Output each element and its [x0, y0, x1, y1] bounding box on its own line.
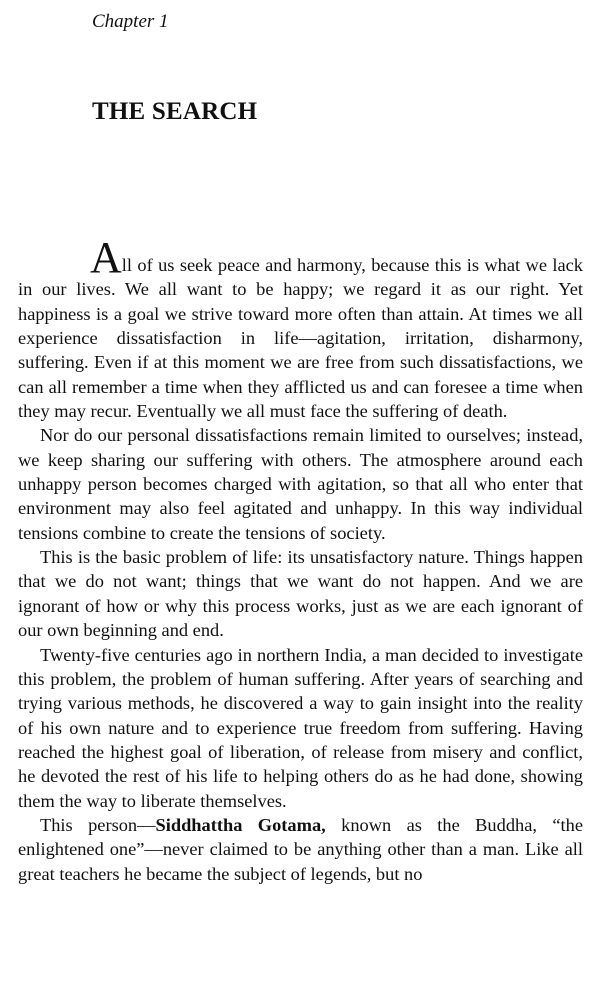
paragraph-1: [18, 233, 583, 423]
person-name: Siddhattha Gotama,: [155, 814, 326, 835]
paragraph-2: Nor do our personal dissatisfactions remain limited to ourselves; instead, we keep sharing our suffering with others. The atmosphere around each unhappy person becomes charged with agitation, so that all who enter that environment may also feel agitated and unhappy. In this way individual tensions combine to create the tensions of society.: [18, 425, 583, 543]
paragraph-4: Twenty-five centuries ago in northern India, a man decided to investigate this problem, the problem of human suffering. After years of searching and trying various methods, he discovered a way to gain insight into the reality of his own nature and to experience true freedom from suffering. Having reached the highest goal of liberation, of release from misery and conflict, he devoted the rest of his life to helping others do as he had done, showing them the way to liberate themselves.: [18, 644, 583, 811]
paragraph-5: [18, 813, 583, 886]
chapter-title: THE SEARCH: [92, 98, 258, 125]
paragraph-3: This is the basic problem of life: its unsatisfactory nature. Things happen that we do not want; things that we want do not happen. And we are ignorant of how or why this process works, just as we are each ignorant of our own beginning and end.: [18, 547, 583, 641]
paragraph-5-rest: known as the Buddha, “the enlightened one”—never claimed to be anything other than a man. Like all great teachers he became the subject of legends, but no: [18, 814, 583, 884]
drop-cap: A: [90, 233, 122, 282]
paragraph-1-text: ll of us seek peace and harmony, because this is what we lack in our lives. We all want to be happy; we regard it as our right. Yet happiness is a goal we strive toward more often than attain. At times we all experience dissatisfaction in life—agitation, irritation, disharmony, suffering. Even if at this moment we are free from such dissatisfactions, we can all remember a time when they afflicted us and can foresee a time when they may recur. Eventually we all must face the suffering of death.: [18, 255, 583, 422]
body-text: [18, 233, 583, 886]
chapter-label: Chapter 1: [92, 11, 169, 32]
paragraph-5-lead: This person—: [40, 814, 156, 835]
